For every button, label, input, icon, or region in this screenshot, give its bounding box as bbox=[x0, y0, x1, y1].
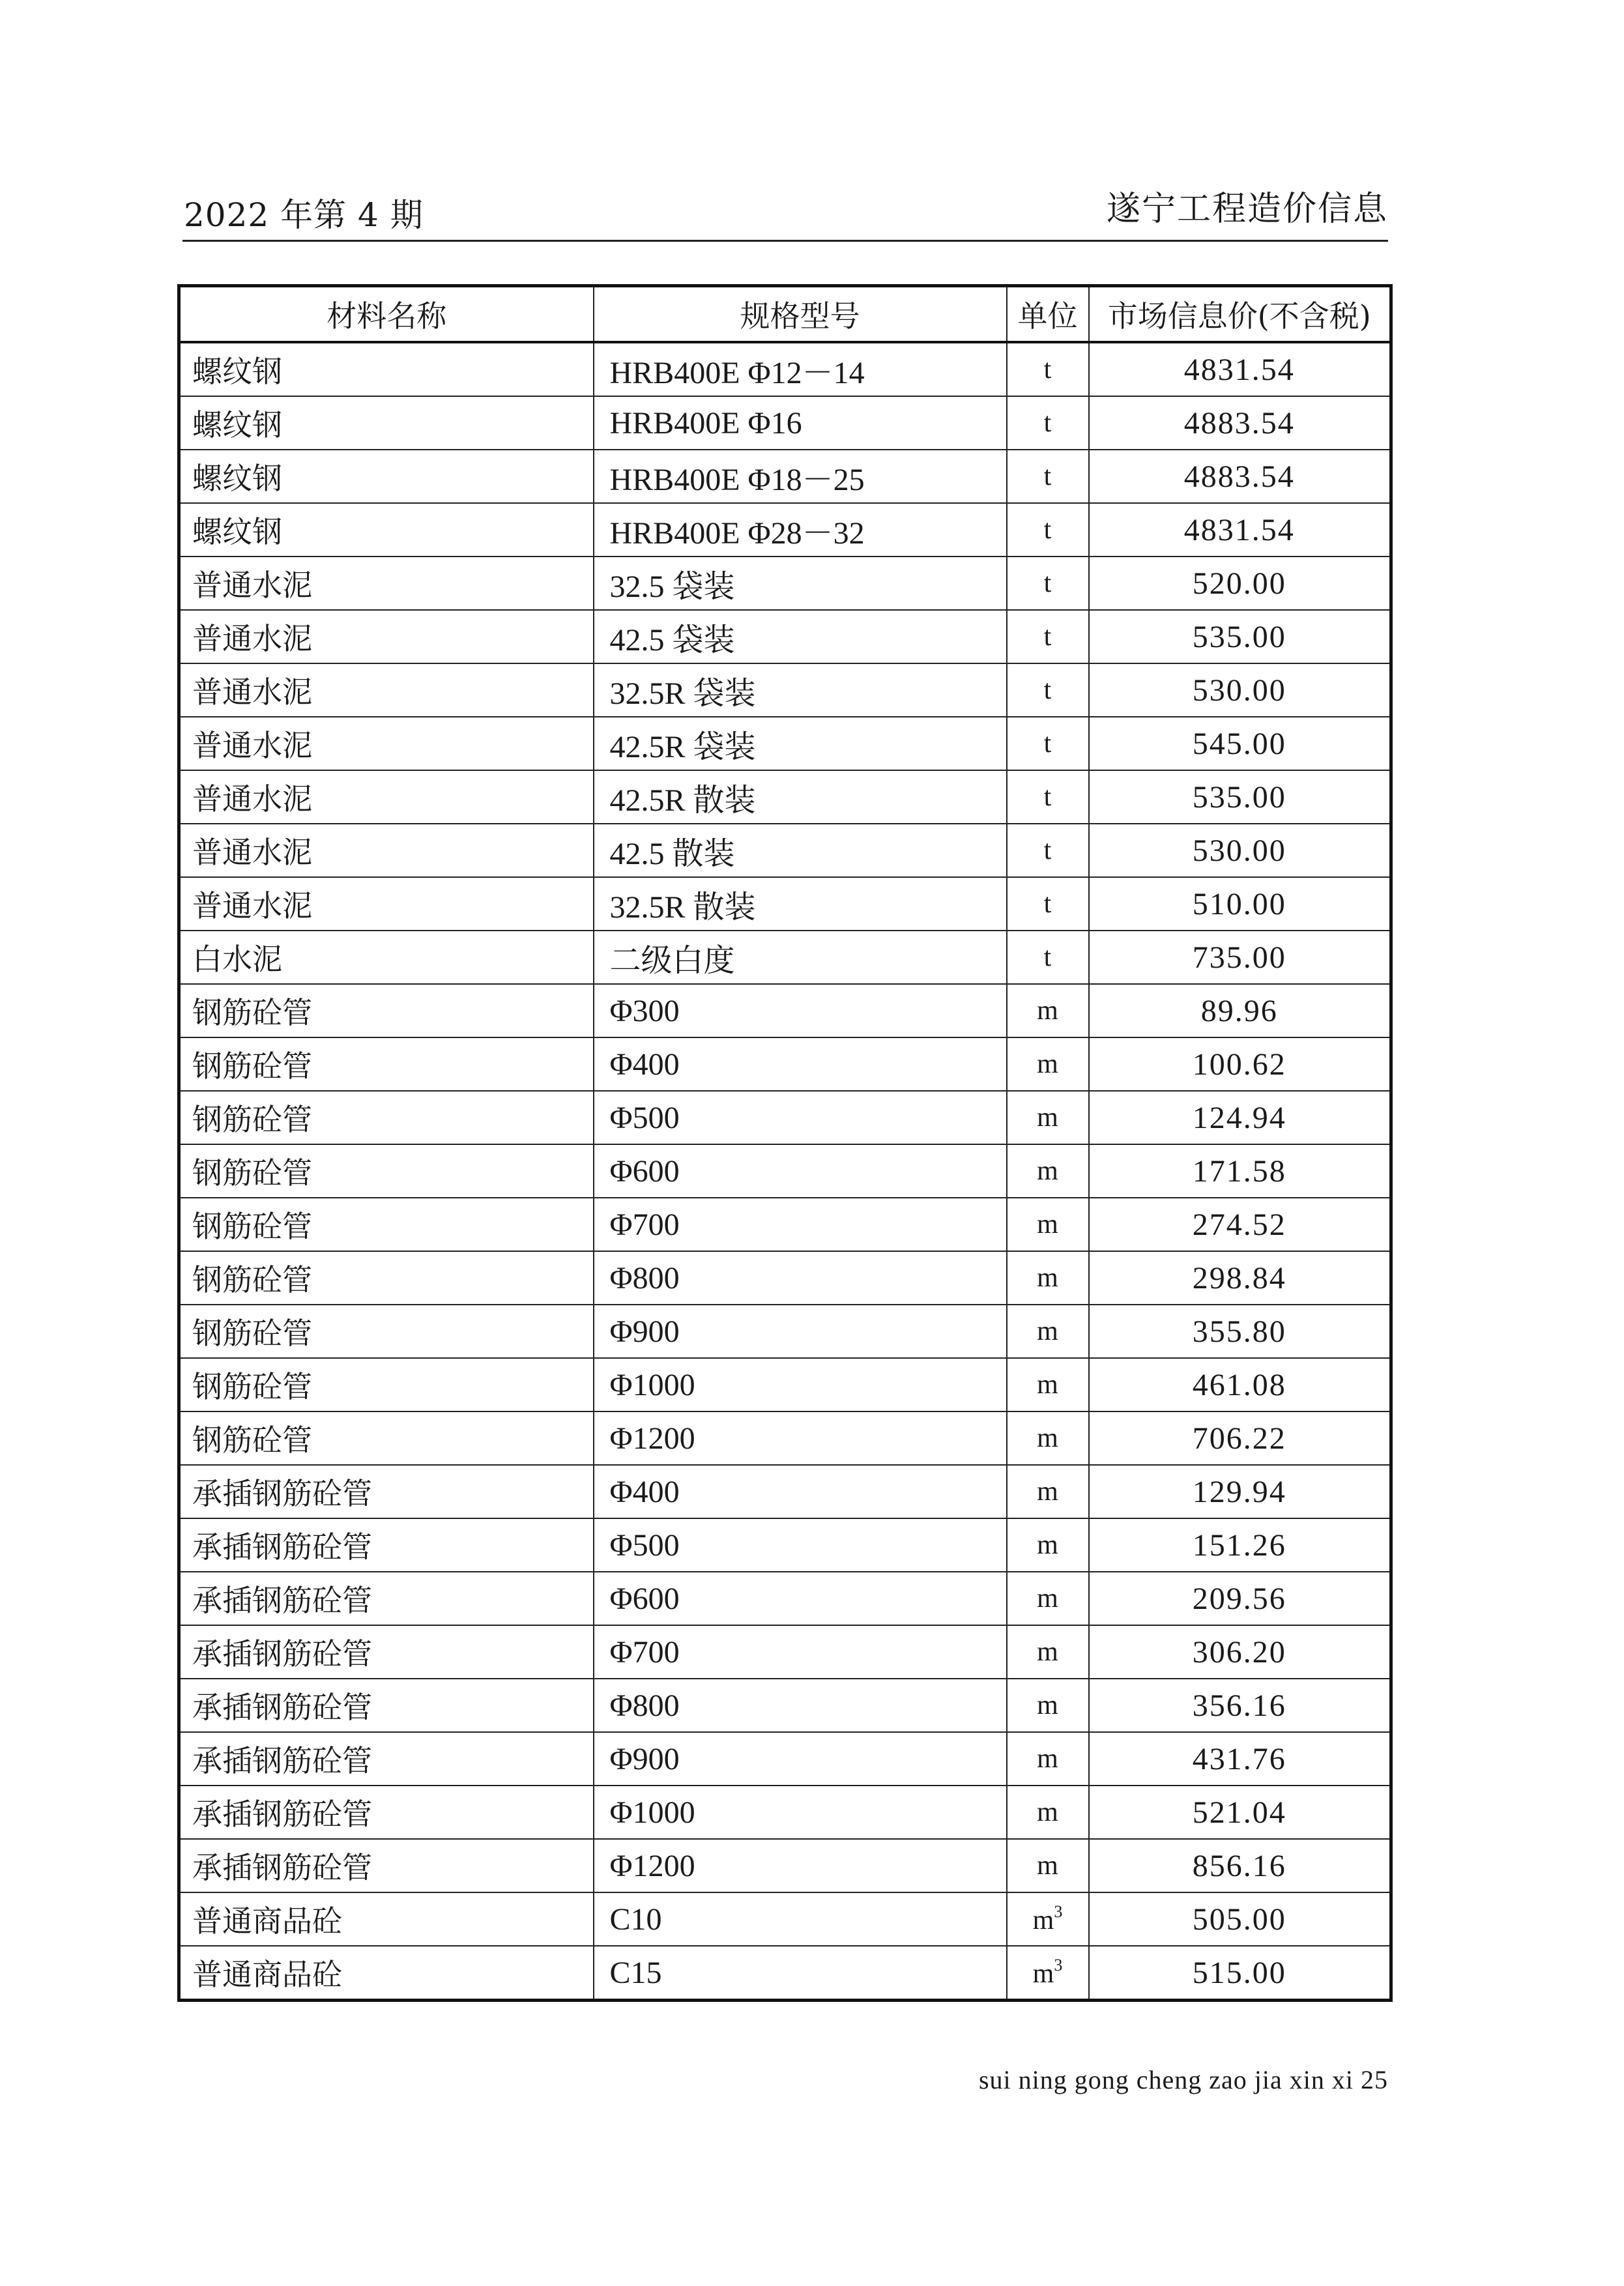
unit-cell: m bbox=[1007, 1037, 1089, 1091]
price-cell: 89.96 bbox=[1089, 984, 1391, 1037]
table-header-row bbox=[179, 286, 1391, 343]
table-row bbox=[179, 557, 1391, 610]
spec-cell: 42.5R 散装 bbox=[594, 770, 1007, 824]
price-cell: 461.08 bbox=[1089, 1358, 1391, 1411]
table-row bbox=[179, 663, 1391, 717]
material-name-cell: 普通水泥 bbox=[179, 824, 594, 877]
price-cell: 124.94 bbox=[1089, 1091, 1391, 1144]
spec-cell: Φ1000 bbox=[594, 1358, 1007, 1411]
unit-cell: m bbox=[1007, 1625, 1089, 1679]
unit-cell: m bbox=[1007, 1144, 1089, 1198]
material-name-cell: 钢筋砼管 bbox=[179, 1037, 594, 1091]
material-name-cell: 承插钢筋砼管 bbox=[179, 1732, 594, 1786]
unit-cell: t bbox=[1007, 770, 1089, 824]
price-cell: 4831.54 bbox=[1089, 342, 1391, 396]
table-row bbox=[179, 717, 1391, 770]
price-cell: 530.00 bbox=[1089, 663, 1391, 717]
spec-cell: Φ800 bbox=[594, 1679, 1007, 1732]
price-cell: 515.00 bbox=[1089, 1946, 1391, 2001]
table-row bbox=[179, 1732, 1391, 1786]
material-name-cell: 钢筋砼管 bbox=[179, 984, 594, 1037]
spec-cell: HRB400E Φ16 bbox=[594, 396, 1007, 450]
material-name-cell: 普通商品砼 bbox=[179, 1892, 594, 1946]
table-row bbox=[179, 1251, 1391, 1305]
material-name-cell: 钢筋砼管 bbox=[179, 1411, 594, 1465]
price-cell: 530.00 bbox=[1089, 824, 1391, 877]
unit-cell: m bbox=[1007, 1251, 1089, 1305]
table-row bbox=[179, 1625, 1391, 1679]
material-name-cell: 承插钢筋砼管 bbox=[179, 1572, 594, 1625]
table-row bbox=[179, 1144, 1391, 1198]
material-name-cell: 承插钢筋砼管 bbox=[179, 1679, 594, 1732]
spec-cell: 32.5 袋装 bbox=[594, 557, 1007, 610]
material-name-cell: 普通水泥 bbox=[179, 770, 594, 824]
spec-cell: Φ400 bbox=[594, 1037, 1007, 1091]
table-row bbox=[179, 1839, 1391, 1892]
unit-cell: m bbox=[1007, 1411, 1089, 1465]
table-row bbox=[179, 931, 1391, 984]
price-cell: 4883.54 bbox=[1089, 396, 1391, 450]
table-row bbox=[179, 396, 1391, 450]
spec-cell: HRB400E Φ12－14 bbox=[594, 342, 1007, 396]
price-cell: 355.80 bbox=[1089, 1305, 1391, 1358]
unit-cell: t bbox=[1007, 931, 1089, 984]
price-cell: 521.04 bbox=[1089, 1786, 1391, 1839]
unit-cell: $m^3$ bbox=[1007, 1946, 1089, 2001]
table-row bbox=[179, 770, 1391, 824]
unit-cell: t bbox=[1007, 396, 1089, 450]
price-cell: 505.00 bbox=[1089, 1892, 1391, 1946]
price-cell: 4831.54 bbox=[1089, 503, 1391, 557]
price-cell: 274.52 bbox=[1089, 1198, 1391, 1251]
spec-cell: Φ400 bbox=[594, 1465, 1007, 1518]
material-name-cell: 承插钢筋砼管 bbox=[179, 1465, 594, 1518]
material-name-cell: 钢筋砼管 bbox=[179, 1358, 594, 1411]
spec-cell: C10 bbox=[594, 1892, 1007, 1946]
material-name-cell: 普通水泥 bbox=[179, 610, 594, 663]
spec-cell: 二级白度 bbox=[594, 931, 1007, 984]
column-header-name: 材料名称 bbox=[179, 286, 594, 343]
table-row bbox=[179, 342, 1391, 396]
price-cell: 4883.54 bbox=[1089, 450, 1391, 503]
price-cell: 535.00 bbox=[1089, 610, 1391, 663]
material-name-cell: 普通水泥 bbox=[179, 717, 594, 770]
spec-cell: Φ500 bbox=[594, 1091, 1007, 1144]
spec-cell: 42.5R 袋装 bbox=[594, 717, 1007, 770]
spec-cell: 32.5R 散装 bbox=[594, 877, 1007, 931]
spec-cell: 32.5R 袋装 bbox=[594, 663, 1007, 717]
table-row bbox=[179, 503, 1391, 557]
price-cell: 100.62 bbox=[1089, 1037, 1391, 1091]
unit-cell: t bbox=[1007, 557, 1089, 610]
price-cell: 510.00 bbox=[1089, 877, 1391, 931]
unit-cell: $m^3$ bbox=[1007, 1892, 1089, 1946]
price-cell: 298.84 bbox=[1089, 1251, 1391, 1305]
material-name-cell: 承插钢筋砼管 bbox=[179, 1786, 594, 1839]
publication-title: 遂宁工程造价信息 bbox=[1106, 190, 1388, 229]
column-header-unit: 单位 bbox=[1007, 286, 1089, 343]
price-cell: 151.26 bbox=[1089, 1518, 1391, 1572]
spec-cell: Φ900 bbox=[594, 1732, 1007, 1786]
unit-cell: m bbox=[1007, 1358, 1089, 1411]
unit-cell: m bbox=[1007, 1518, 1089, 1572]
unit-cell: m bbox=[1007, 1679, 1089, 1732]
table-row bbox=[179, 1679, 1391, 1732]
material-name-cell: 钢筋砼管 bbox=[179, 1144, 594, 1198]
table-row bbox=[179, 877, 1391, 931]
issue-label: 2022 年第 4 期 bbox=[184, 196, 424, 234]
unit-cell: m bbox=[1007, 1572, 1089, 1625]
material-name-cell: 普通水泥 bbox=[179, 557, 594, 610]
material-name-cell: 螺纹钢 bbox=[179, 342, 594, 396]
material-name-cell: 钢筋砼管 bbox=[179, 1091, 594, 1144]
table-row bbox=[179, 610, 1391, 663]
price-cell: 706.22 bbox=[1089, 1411, 1391, 1465]
price-cell: 171.58 bbox=[1089, 1144, 1391, 1198]
unit-superscript: 3 bbox=[1054, 1902, 1063, 1921]
page-footer: sui ning gong cheng zao jia xin xi 25 bbox=[978, 2065, 1388, 2094]
unit-cell: m bbox=[1007, 1091, 1089, 1144]
price-cell: 356.16 bbox=[1089, 1679, 1391, 1732]
unit-cell: m bbox=[1007, 984, 1089, 1037]
unit-cell: m bbox=[1007, 1732, 1089, 1786]
price-cell: 535.00 bbox=[1089, 770, 1391, 824]
table-row bbox=[179, 1518, 1391, 1572]
spec-cell: Φ800 bbox=[594, 1251, 1007, 1305]
spec-cell: Φ700 bbox=[594, 1198, 1007, 1251]
unit-cell: m bbox=[1007, 1198, 1089, 1251]
header-divider bbox=[182, 240, 1388, 242]
table-body bbox=[179, 342, 1391, 2001]
unit-cell: t bbox=[1007, 824, 1089, 877]
spec-cell: 42.5 袋装 bbox=[594, 610, 1007, 663]
spec-cell: Φ1200 bbox=[594, 1411, 1007, 1465]
unit-cell: t bbox=[1007, 450, 1089, 503]
unit-cell: m bbox=[1007, 1465, 1089, 1518]
spec-cell: 42.5 散装 bbox=[594, 824, 1007, 877]
material-name-cell: 螺纹钢 bbox=[179, 396, 594, 450]
spec-cell: C15 bbox=[594, 1946, 1007, 2001]
material-name-cell: 承插钢筋砼管 bbox=[179, 1839, 594, 1892]
spec-cell: Φ900 bbox=[594, 1305, 1007, 1358]
table-row bbox=[179, 1358, 1391, 1411]
material-name-cell: 普通水泥 bbox=[179, 663, 594, 717]
table-row bbox=[179, 1465, 1391, 1518]
material-name-cell: 普通水泥 bbox=[179, 877, 594, 931]
table-row bbox=[179, 450, 1391, 503]
table-row bbox=[179, 1037, 1391, 1091]
material-name-cell: 钢筋砼管 bbox=[179, 1251, 594, 1305]
table-row bbox=[179, 1091, 1391, 1144]
price-cell: 520.00 bbox=[1089, 557, 1391, 610]
unit-cell: m bbox=[1007, 1839, 1089, 1892]
unit-cell: t bbox=[1007, 342, 1089, 396]
price-cell: 856.16 bbox=[1089, 1839, 1391, 1892]
price-cell: 545.00 bbox=[1089, 717, 1391, 770]
material-name-cell: 钢筋砼管 bbox=[179, 1305, 594, 1358]
unit-cell: t bbox=[1007, 717, 1089, 770]
table-row bbox=[179, 984, 1391, 1037]
material-name-cell: 承插钢筋砼管 bbox=[179, 1625, 594, 1679]
material-name-cell: 钢筋砼管 bbox=[179, 1198, 594, 1251]
unit-cell: m bbox=[1007, 1786, 1089, 1839]
material-name-cell: 承插钢筋砼管 bbox=[179, 1518, 594, 1572]
spec-cell: Φ700 bbox=[594, 1625, 1007, 1679]
unit-cell: t bbox=[1007, 663, 1089, 717]
table-row bbox=[179, 824, 1391, 877]
price-cell: 129.94 bbox=[1089, 1465, 1391, 1518]
price-cell: 209.56 bbox=[1089, 1572, 1391, 1625]
table-row bbox=[179, 1946, 1391, 2001]
spec-cell: Φ600 bbox=[594, 1572, 1007, 1625]
spec-cell: HRB400E Φ28－32 bbox=[594, 503, 1007, 557]
price-cell: 431.76 bbox=[1089, 1732, 1391, 1786]
unit-cell: t bbox=[1007, 503, 1089, 557]
spec-cell: Φ300 bbox=[594, 984, 1007, 1037]
unit-cell: t bbox=[1007, 877, 1089, 931]
table-row bbox=[179, 1198, 1391, 1251]
price-table bbox=[177, 284, 1393, 2002]
column-header-spec: 规格型号 bbox=[594, 286, 1007, 343]
table-row bbox=[179, 1786, 1391, 1839]
unit-cell: m bbox=[1007, 1305, 1089, 1358]
column-header-price: 市场信息价(不含税) bbox=[1089, 286, 1391, 343]
spec-cell: Φ1000 bbox=[594, 1786, 1007, 1839]
material-name-cell: 白水泥 bbox=[179, 931, 594, 984]
material-name-cell: 普通商品砼 bbox=[179, 1946, 594, 2001]
spec-cell: Φ1200 bbox=[594, 1839, 1007, 1892]
table-row bbox=[179, 1305, 1391, 1358]
table-row bbox=[179, 1572, 1391, 1625]
table-row bbox=[179, 1411, 1391, 1465]
material-name-cell: 螺纹钢 bbox=[179, 503, 594, 557]
table-row bbox=[179, 1892, 1391, 1946]
price-cell: 306.20 bbox=[1089, 1625, 1391, 1679]
price-cell: 735.00 bbox=[1089, 931, 1391, 984]
spec-cell: Φ500 bbox=[594, 1518, 1007, 1572]
unit-superscript: 3 bbox=[1054, 1956, 1063, 1975]
spec-cell: HRB400E Φ18－25 bbox=[594, 450, 1007, 503]
spec-cell: Φ600 bbox=[594, 1144, 1007, 1198]
unit-cell: t bbox=[1007, 610, 1089, 663]
material-name-cell: 螺纹钢 bbox=[179, 450, 594, 503]
